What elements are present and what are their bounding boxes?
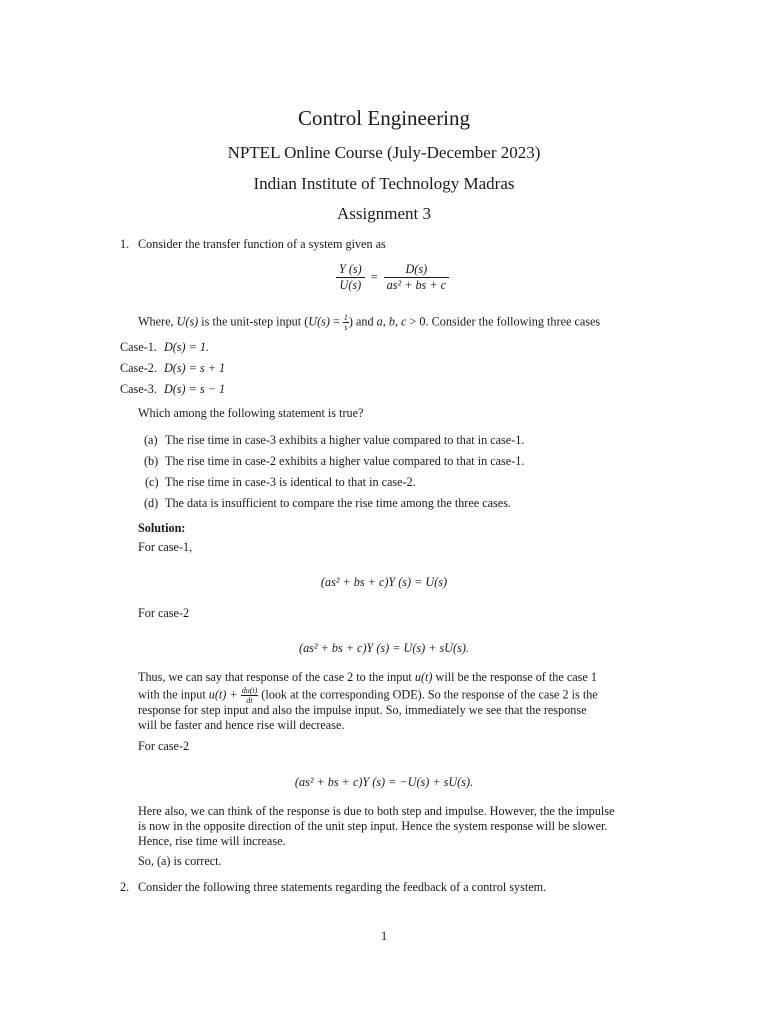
where-text-e: > 0. Consider the following three cases [406,314,601,329]
fraction-denominator: s [344,323,348,332]
solution-equation-2: (as² + bs + c)Y (s) = U(s) + sU(s). [299,641,469,655]
math-fragment: u(t) + [208,687,241,702]
where-u: U(s) [176,314,199,329]
tf-rhs-denominator: as² + bs + c [384,277,449,293]
solution-paragraph-line: Hence, rise time will increase. [138,834,286,848]
tf-lhs-fraction [336,262,365,293]
tf-lhs-numerator: Y (s) [339,262,362,276]
solution-paragraph-line: will be faster and hence rise will decrease. [138,718,345,732]
option-text: The data is insufficient to compare the rise time among the three cases. [165,496,511,510]
solution-case1-label: For case-1, [138,540,193,554]
solution-equation-3: (as² + bs + c)Y (s) = −U(s) + sU(s). [294,775,474,789]
solution-paragraph-line: is now in the opposite direction of the unit step input. Hence the system response will be slower. [138,819,608,833]
solution-paragraph-line: Here also, we can think of the response is due to both step and impulse. However, the the impulse [138,804,615,818]
tf-lhs-denominator: U(s) [336,277,365,293]
fraction-numerator: du(t) [241,686,258,695]
math-fragment: u(t) [414,670,433,684]
case-item [120,381,225,397]
solution-paragraph-line: response for step input and also the impulse input. So, immediately we see that the response [138,703,587,717]
text-fragment: Thus, we can say that response of the case 2 to the input [138,670,415,684]
case-expression: D(s) = s − 1 [163,382,226,396]
option-text: The rise time in case-3 exhibits a higher value compared to that in case-1. [165,433,525,447]
option-text: The rise time in case-3 is identical to that in case-2. [165,475,416,489]
tf-rhs-numerator: D(s) [405,262,428,276]
where-u2: U(s) [308,314,330,329]
option-label: (a) [144,433,158,447]
option-label: (d) [144,496,159,510]
case-label: Case-2. [120,361,157,375]
option-label: (c) [145,475,159,489]
where-text-c: = [329,314,343,329]
document-title: Control Engineering [297,106,471,130]
solution-paragraph-line [138,669,597,685]
where-abc: a, b, c [376,314,407,329]
text-fragment: with the input [138,687,209,702]
question-number: 1. [120,237,130,251]
solution-case3-label: For case-2 [138,739,190,753]
fraction-denominator: dt [241,695,259,705]
text-fragment: will be the response of the case 1 [432,670,597,684]
option-text: The rise time in case-2 exhibits a higher value compared to that in case-1. [165,454,525,468]
solution-equation-1: (as² + bs + c)Y (s) = U(s) [320,575,448,589]
where-text-a: Where, [138,314,177,329]
where-line [138,313,600,332]
assignment-title: Assignment 3 [337,204,431,223]
case-expression: D(s) = s + 1 [163,361,226,375]
tf-equals: = [370,270,378,284]
tf-rhs-fraction [384,262,449,293]
case-item [120,339,209,355]
text-fragment: (look at the corresponding ODE). So the response of the case 2 is the [258,687,598,702]
question-text: Consider the following three statements regarding the feedback of a control system. [138,880,547,894]
case-expression: D(s) = 1. [163,340,210,354]
solution-conclusion: So, (a) is correct. [138,854,222,868]
case-item [120,360,225,376]
case-label: Case-1. [120,340,157,354]
where-text-d: ) and [348,314,377,329]
fraction-numerator: 1 [343,313,348,322]
course-name: NPTEL Online Course (July-December 2023) [227,143,541,162]
solution-heading: Solution: [138,521,186,535]
option-label: (b) [144,454,159,468]
institute-name: Indian Institute of Technology Madras [253,174,515,193]
page-number: 1 [380,929,388,943]
case-label: Case-3. [120,382,157,396]
question-number: 2. [120,880,130,894]
question-prompt: Which among the following statement is true? [138,406,364,420]
where-text-b: is the unit-step input ( [198,314,309,329]
question-intro: Consider the transfer function of a system given as [138,237,386,251]
solution-case2-label: For case-2 [138,606,190,620]
transfer-function-equation [336,262,449,293]
